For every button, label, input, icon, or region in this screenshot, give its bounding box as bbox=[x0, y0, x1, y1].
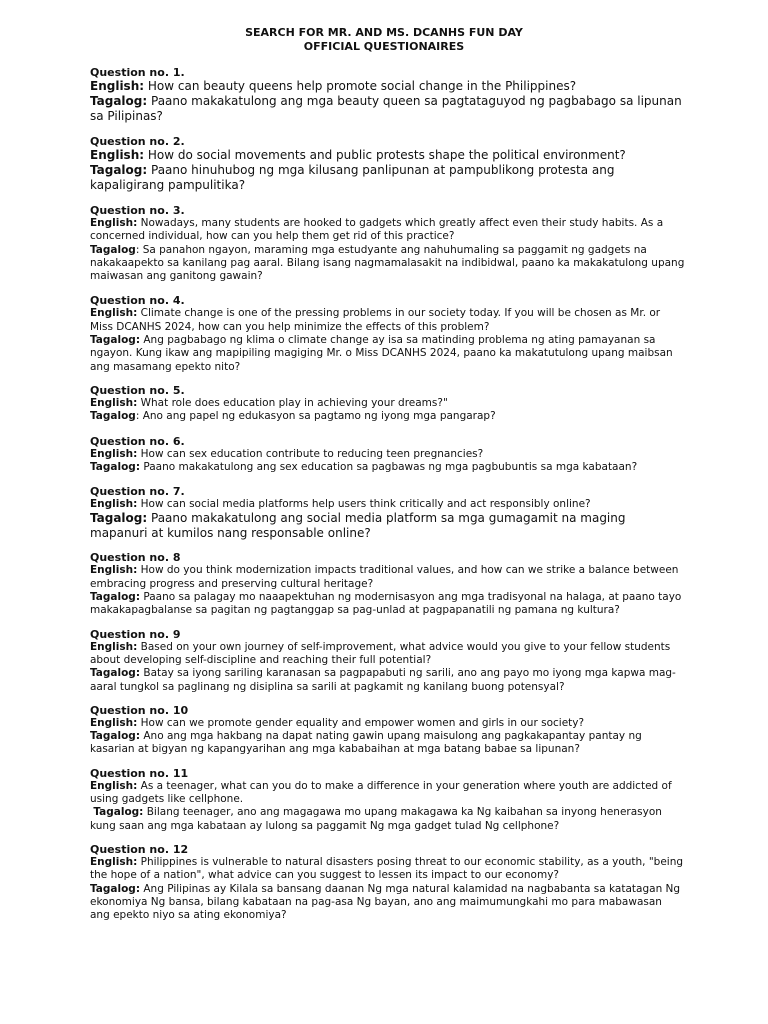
english-label: English: bbox=[90, 640, 138, 653]
english-label: English: bbox=[90, 498, 138, 511]
tagalog-label: Tagalog: bbox=[90, 460, 141, 473]
question-3 bbox=[90, 204, 685, 283]
tagalog-text: Bilang teenager, ano ang magagawa mo upang makagawa ka Ng kaibahan sa inyong henerasyon kung saan ang mga kabataan ay lulong sa paggamit Ng mga gadget tulad Ng cellphone? bbox=[90, 806, 662, 832]
question-6 bbox=[90, 435, 685, 475]
question-title: Question no. 9 bbox=[90, 627, 181, 641]
tagalog-label: Tagalog: bbox=[90, 882, 141, 895]
tagalog-line bbox=[90, 667, 685, 694]
tagalog-label: Tagalog: bbox=[90, 730, 141, 743]
tagalog-line bbox=[90, 163, 685, 193]
tagalog-line bbox=[90, 461, 685, 474]
english-text: How can beauty queens help promote social change in the Philippines? bbox=[147, 79, 577, 93]
tagalog-label: Tagalog: bbox=[90, 163, 148, 177]
question-title: Question no. 12 bbox=[90, 842, 189, 856]
tagalog-line bbox=[90, 94, 685, 124]
english-text: What role does education play in achieving your dreams?" bbox=[140, 396, 448, 409]
question-title: Question no. 10 bbox=[90, 703, 189, 717]
english-text: Based on your own journey of self-improvement, what advice would you give to your fellow students about developing self-discipline and reaching their full potential? bbox=[90, 640, 671, 666]
english-line bbox=[90, 641, 685, 668]
english-text: How can social media platforms help users think critically and act responsibly online? bbox=[140, 498, 591, 511]
tagalog-line bbox=[90, 806, 685, 833]
tagalog-label: Tagalog: bbox=[90, 334, 141, 347]
english-line bbox=[90, 148, 685, 163]
english-label: English: bbox=[90, 396, 138, 409]
question-1 bbox=[90, 66, 685, 124]
question-12 bbox=[90, 843, 685, 922]
tagalog-text: Paano sa palagay mo naaapektuhan ng modernisasyon ang mga tradisyonal na halaga, at paano tayo makakapagbalanse sa pagitan ng pagtanggap sa pag-unlad at pagpapanatili ng pamana ng kultura? bbox=[90, 591, 682, 617]
tagalog-label: Tagalog: bbox=[90, 94, 148, 108]
english-label: English: bbox=[90, 447, 138, 460]
english-label: English: bbox=[90, 779, 138, 792]
tagalog-text: Batay sa iyong sariling karanasan sa pagpapabuti ng sarili, ano ang payo mo iyong mga kapwa mag-aaral tungkol sa paglinang ng disiplina sa sarili at pagkamit ng kanilang buong potensyal? bbox=[90, 667, 676, 693]
tagalog-line bbox=[90, 334, 685, 374]
tagalog-line bbox=[90, 244, 685, 284]
tagalog-text: Ang Pilipinas ay Kilala sa bansang daanan Ng mga natural kalamidad na nagbabanta sa katatagan Ng ekonomiya Ng bansa, bilang kabataan na pag-asa Ng bayan, ano ang maimumungkahi mo para mabawasan ang epekto niyo sa ating ekonomiya? bbox=[90, 882, 681, 922]
tagalog-text: : Ano ang papel ng edukasyon sa pagtamo ng iyong mga pangarap? bbox=[135, 410, 496, 423]
tagalog-line bbox=[90, 730, 685, 757]
question-title: Question no. 7. bbox=[90, 485, 185, 499]
question-2 bbox=[90, 135, 685, 193]
question-10 bbox=[90, 704, 685, 757]
english-text: How can sex education contribute to reducing teen pregnancies? bbox=[140, 447, 484, 460]
tagalog-text: Ano ang mga hakbang na dapat nating gawin upang maisulong ang pagkakapantay pantay ng kasarian at bigyan ng kapangyarihan ang mga kababaihan at mga batang babae sa lipunan? bbox=[90, 730, 642, 756]
english-line bbox=[90, 780, 685, 807]
tagalog-line bbox=[90, 591, 685, 618]
question-title: Question no. 3. bbox=[90, 204, 185, 217]
english-label: English: bbox=[90, 716, 138, 729]
question-title: Question no. 6. bbox=[90, 434, 185, 448]
tagalog-text: Paano makakatulong ang mga beauty queen sa pagtataguyod ng pagbabago sa lipunan sa Pilipinas? bbox=[90, 94, 682, 123]
question-title: Question no. 11 bbox=[90, 766, 189, 780]
english-text: As a teenager, what can you do to make a difference in your generation where youth are addicted of using gadgets like cellphone. bbox=[90, 779, 672, 806]
tagalog-line bbox=[90, 410, 685, 423]
question-title: Question no. 4. bbox=[90, 294, 185, 308]
english-label: English: bbox=[90, 307, 138, 320]
english-text: How do you think modernization impacts traditional values, and how can we strike a balance between embracing progress and preserving cultural heritage? bbox=[90, 564, 679, 590]
tagalog-label: Tagalog: bbox=[90, 667, 141, 680]
question-title: Question no. 2. bbox=[90, 135, 185, 148]
document-title: SEARCH FOR MR. AND MS. DCANHS FUN DAY bbox=[245, 26, 523, 39]
tagalog-line bbox=[90, 883, 685, 923]
tagalog-text: Paano hinuhubog ng mga kilusang panlipunan at pampublikong protesta ang kapaligirang pampulitika? bbox=[90, 163, 615, 192]
english-label: English: bbox=[90, 217, 138, 229]
english-text: Philippines is vulnerable to natural disasters posing threat to our economic stability, as a youth, "being the hope of a nation", what advice can you suggest to lessen its impact to our economy? bbox=[90, 855, 684, 882]
english-line bbox=[90, 717, 685, 730]
tagalog-label: Tagalog bbox=[90, 243, 136, 256]
english-label: English: bbox=[90, 148, 145, 162]
document-subtitle: OFFICIAL QUESTIONAIRES bbox=[303, 40, 465, 53]
question-title: Question no. 1. bbox=[90, 66, 185, 79]
tagalog-label: Tagalog bbox=[90, 410, 136, 423]
english-text: Climate change is one of the pressing problems in our society today. If you will be chosen as Mr. or Miss DCANHS 2024, how can you help minimize the effects of this problem? bbox=[90, 307, 661, 333]
question-8 bbox=[90, 551, 685, 617]
english-label: English: bbox=[90, 79, 145, 93]
english-text: Nowadays, many students are hooked to gadgets which greatly affect even their study habits. As a concerned individual, how can you help them get rid of this practice? bbox=[90, 217, 664, 243]
english-line bbox=[90, 448, 685, 461]
question-title: Question no. 8 bbox=[90, 551, 181, 565]
tagalog-text: : Sa panahon ngayon, maraming mga estudyante ang nahuhumaling sa paggamit ng gadgets na nakakaapekto sa kanilang pag aaral. Bilang isang nagmamalasakit na indibidwal, paano ka makakatulong upang maiwasan ang ganitong gawain? bbox=[90, 243, 685, 283]
english-line bbox=[90, 307, 685, 334]
tagalog-label: Tagalog: bbox=[93, 806, 144, 819]
tagalog-text: Paano makakatulong ang sex education sa pagbawas ng mga pagbubuntis sa mga kabataan? bbox=[143, 460, 638, 473]
tagalog-line bbox=[90, 511, 685, 541]
english-label: English: bbox=[90, 855, 138, 868]
english-line bbox=[90, 217, 685, 244]
question-11 bbox=[90, 767, 685, 833]
english-line bbox=[90, 856, 685, 883]
question-4 bbox=[90, 294, 685, 373]
question-9 bbox=[90, 628, 685, 694]
tagalog-text: Ang pagbabago ng klima o climate change ay isa sa matinding problema ng ating pamayanan sa ngayon. Kung ikaw ang mapipiling magiging Mr. o Miss DCANHS 2024, paano ka makatutulong upang maibsan ang masamang epekto nito? bbox=[90, 334, 673, 373]
english-text: How can we promote gender equality and empower women and girls in our society? bbox=[140, 716, 585, 729]
english-line bbox=[90, 397, 685, 410]
questions-list bbox=[90, 66, 685, 922]
english-line bbox=[90, 79, 685, 94]
english-label: English: bbox=[90, 564, 138, 577]
question-7 bbox=[90, 485, 685, 541]
english-line bbox=[90, 498, 685, 511]
tagalog-label: Tagalog: bbox=[90, 591, 141, 604]
tagalog-label: Tagalog: bbox=[90, 511, 148, 526]
question-5 bbox=[90, 384, 685, 424]
english-text: How do social movements and public protests shape the political environment? bbox=[147, 148, 626, 162]
english-line bbox=[90, 564, 685, 591]
question-title: Question no. 5. bbox=[90, 383, 185, 397]
tagalog-text: Paano makakatulong ang social media platform sa mga gumagamit na maging mapanuri at kumilos nang responsable online? bbox=[90, 511, 626, 541]
